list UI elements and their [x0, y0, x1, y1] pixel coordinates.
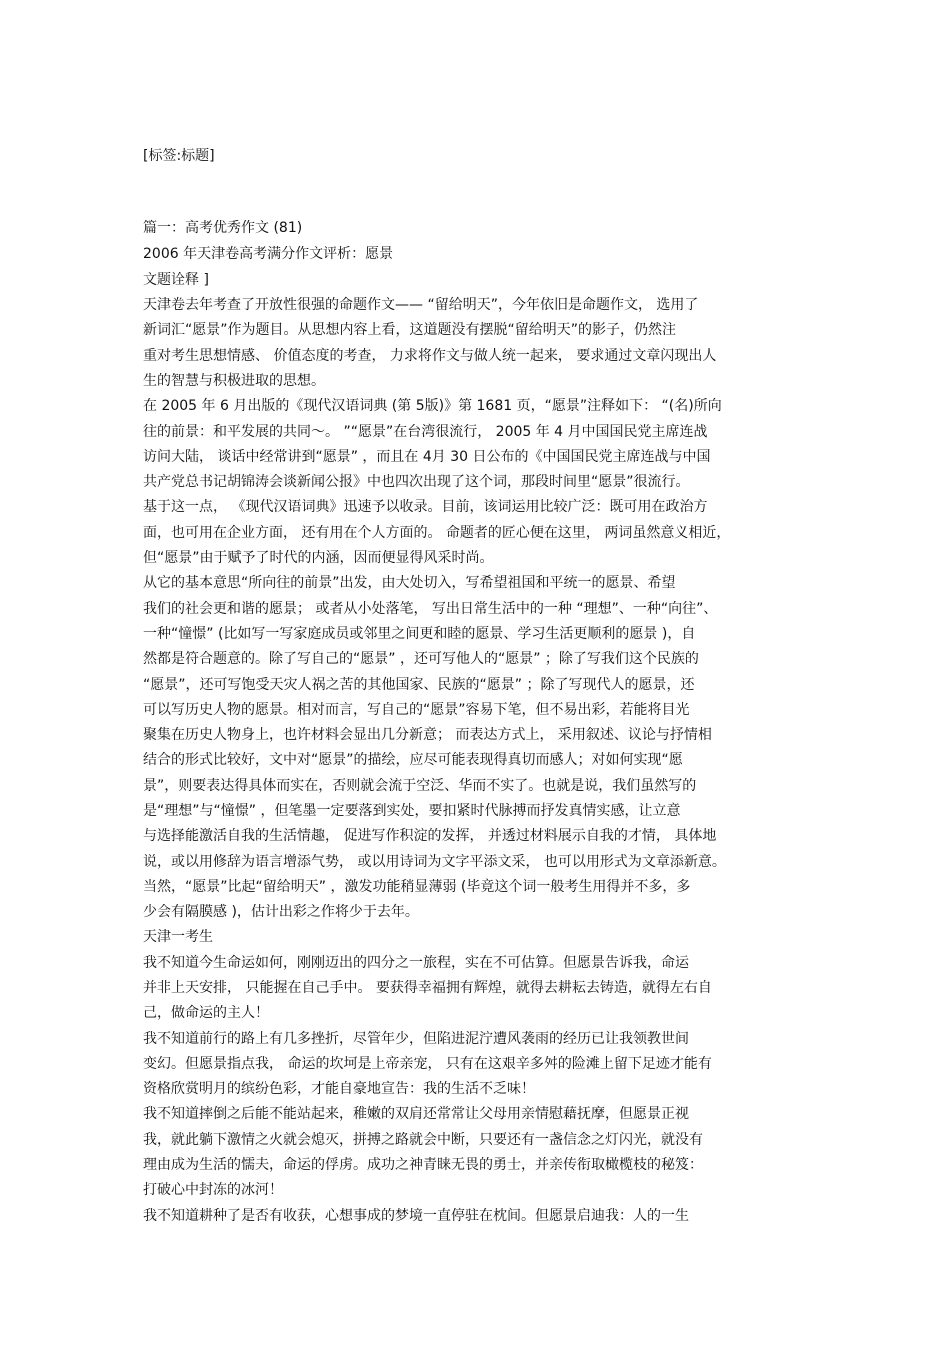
- text-line: 变幻。但愿景指点我， 命运的坎坷是上帝亲宠， 只有在这艰辛多舛的险滩上留下足迹才能有: [143, 1056, 712, 1072]
- text-line: 理由成为生活的懦夫，命运的俘虏。成功之神青睐无畏的勇士，并亲传衔取橄榄枝的秘笈：: [143, 1157, 703, 1173]
- text-line: 己，做命运的主人！: [143, 1005, 269, 1021]
- text-line: 共产党总书记胡锦涛会谈新闻公报》中也四次出现了这个词，那段时间里“愿景”很流行。: [143, 474, 690, 490]
- text-line: 一种“憧憬” (比如写一写家庭成员或邻里之间更和睦的愿景、学习生活更顺利的愿景 )，自: [143, 626, 696, 642]
- text-line: 生的智慧与积极进取的思想。: [143, 373, 325, 389]
- text-line: 结合的形式比较好，文中对“愿景”的描绘，应尽可能表现得真切而感人；对如何实现“愿: [143, 752, 683, 768]
- text-line: 我不知道摔倒之后能不能站起来，稚嫩的双肩还常常让父母用亲情慰藉抚摩，但愿景正视: [143, 1106, 689, 1122]
- text-line: 是“理想”与“憧憬” ，但笔墨一定要落到实处，要扣紧时代脉搏而抒发真情实感，让立意: [143, 803, 681, 819]
- text-line: 2006 年天津卷高考满分作文评析：愿景: [143, 246, 394, 262]
- text-line: 基于这一点， 《现代汉语词典》迅速予以收录。目前，该词运用比较广泛：既可用在政治方: [143, 499, 708, 515]
- text-line: 但“愿景”由于赋予了时代的内涵，因而便显得风采时尚。: [143, 550, 494, 566]
- text-line: 面，也可用在企业方面， 还有用在个人方面的。 命题者的匠心便在这里， 两词虽然意义相近，: [143, 525, 731, 541]
- text-line: 景”，则要表达得具体而实在，否则就会流于空泛、华而不实了。也就是说，我们虽然写的: [143, 778, 697, 794]
- text-line: 当然，“愿景”比起“留给明天” ，激发功能稍显薄弱 (毕竟这个词一般考生用得并不多，多: [143, 879, 691, 895]
- text-line: 文题诠释 ]: [143, 272, 209, 288]
- text-line: 我，就此躺下激情之火就会熄灭，拼搏之路就会中断，只要还有一盏信念之灯闪光，就没有: [143, 1132, 703, 1148]
- text-line: 说，或以用修辞为语言增添气势， 或以用诗词为文字平添文采， 也可以用形式为文章添新意。: [143, 854, 726, 870]
- text-line: 资格欣赏明月的缤纷色彩，才能自豪地宣告：我的生活不乏味！: [143, 1081, 535, 1097]
- text-line: 新词汇“愿景”作为题目。从思想内容上看，这道题没有摆脱“留给明天”的影子，仍然注: [143, 322, 677, 338]
- text-line: 少会有隔膜感 )，估计出彩之作将少于去年。: [143, 904, 419, 920]
- text-line: “愿景”，还可写饱受天灾人祸之苦的其他国家、民族的“愿景” ；除了写现代人的愿景，还: [143, 677, 695, 693]
- text-line: 往的前景：和平发展的共同～。 ”“愿景”在台湾很流行， 2005 年 4 月中国国民党主席连战: [143, 424, 708, 440]
- text-line: 篇一：高考优秀作文 (81): [143, 220, 303, 236]
- text-line: 我不知道今生命运如何，刚刚迈出的四分之一旅程，实在不可估算。但愿景告诉我，命运: [143, 955, 689, 971]
- text-line: 与选择能激活自我的生活情趣， 促进写作积淀的发挥， 并透过材料展示自我的才情， 具体地: [143, 828, 717, 844]
- text-line: 重对考生思想情感、 价值态度的考查， 力求将作文与做人统一起来， 要求通过文章闪现出人: [143, 348, 717, 364]
- text-line: 可以写历史人物的愿景。相对而言，写自己的“愿景”容易下笔，但不易出彩，若能将目光: [143, 702, 690, 718]
- text-line: 然都是符合题意的。除了写自己的“愿景” ，还可写他人的“愿景” ；除了写我们这个民族的: [143, 651, 699, 667]
- text-line: 并非上天安排， 只能握在自己手中。 要获得幸福拥有辉煌，就得去耕耘去铸造，就得左右自: [143, 980, 712, 996]
- text-line: 我们的社会更和谐的愿景； 或者从小处落笔， 写出日常生活中的一种 “理想”、一种“向往”、: [143, 601, 718, 617]
- text-line: 我不知道耕种了是否有收获，心想事成的梦境一直停驻在枕间。但愿景启迪我：人的一生: [143, 1208, 689, 1224]
- text-line: 在 2005 年 6 月出版的《现代汉语词典 (第 5版)》第 1681 页，“愿景”注释如下： “(名)所向: [143, 398, 722, 414]
- text-line: 聚集在历史人物身上，也许材料会显出几分新意； 而表达方式上， 采用叙述、议论与抒情相: [143, 727, 712, 743]
- text-line: 天津一考生: [143, 929, 213, 945]
- text-line: 从它的基本意思“所向往的前景”出发，由大处切入，写希望祖国和平统一的愿景、希望: [143, 575, 676, 591]
- text-line: 打破心中封冻的冰河！: [143, 1182, 283, 1198]
- text-line: 天津卷去年考查了开放性很强的命题作文—— “留给明天”，今年依旧是命题作文， 选用了: [143, 297, 699, 313]
- tag-line: [标签:标题]: [143, 148, 215, 164]
- text-line: 访问大陆， 谈话中经常讲到“愿景” ，而且在 4月 30 日公布的《中国国民党主席连战与中国: [143, 449, 711, 465]
- text-line: 我不知道前行的路上有几多挫折，尽管年少，但陷进泥泞遭风袭雨的经历已让我领教世间: [143, 1031, 689, 1047]
